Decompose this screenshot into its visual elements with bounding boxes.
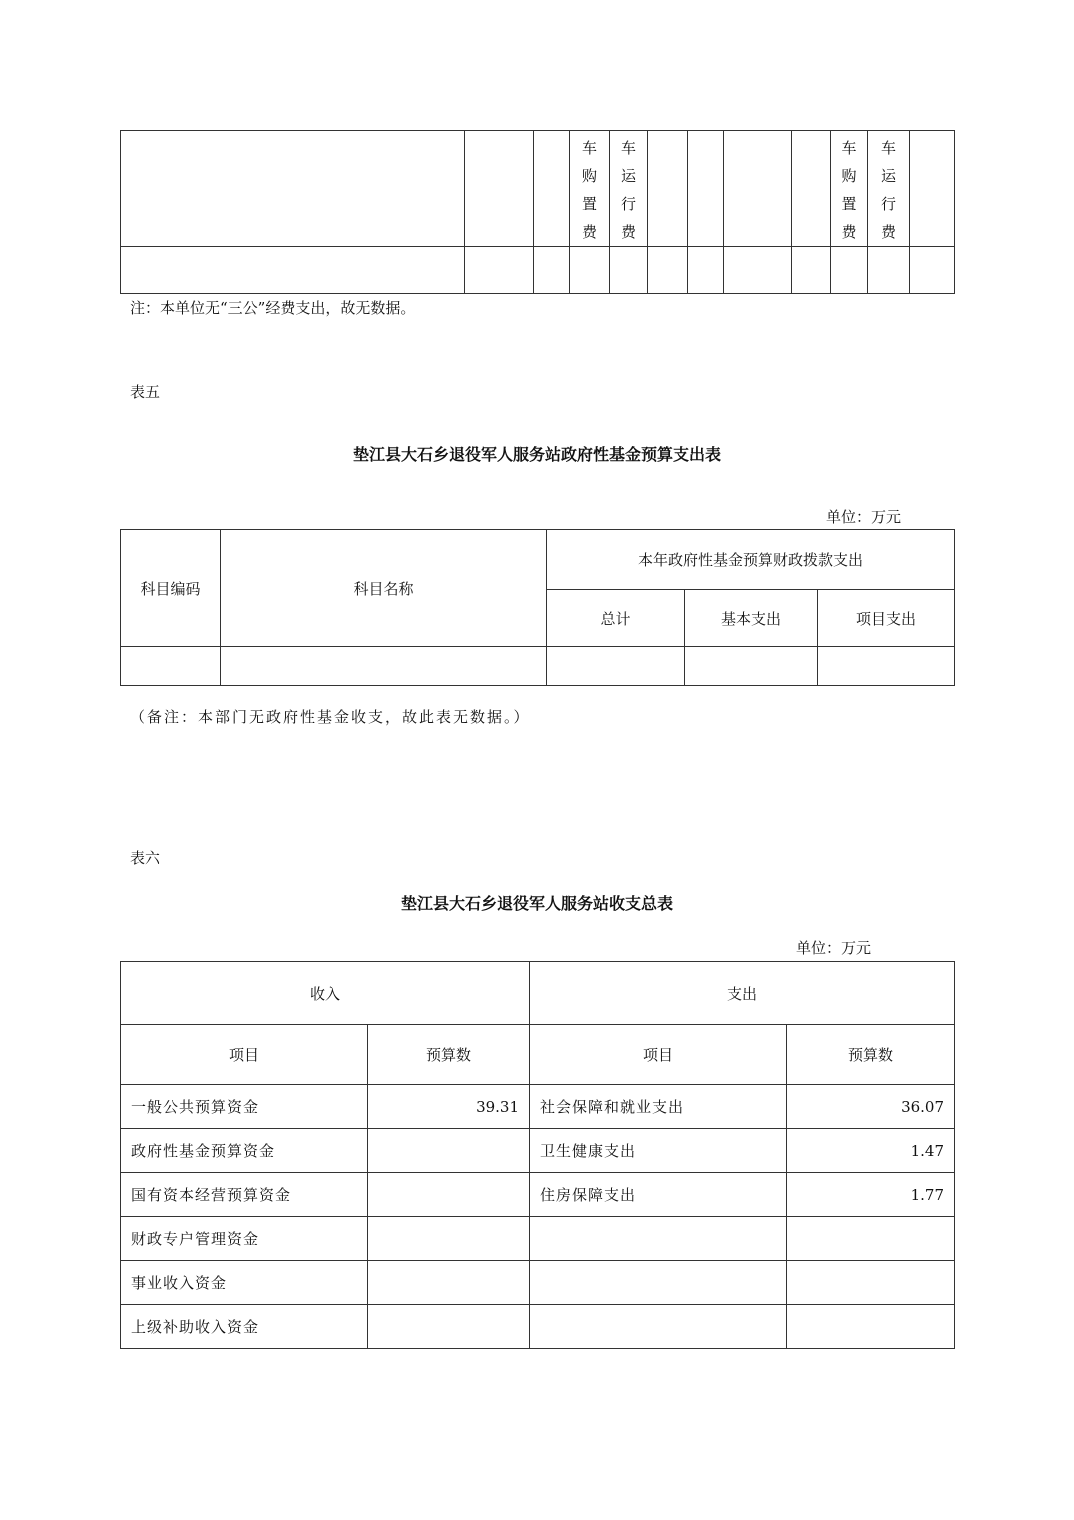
table-cell xyxy=(121,247,465,294)
table-cell xyxy=(868,247,910,294)
table-cell xyxy=(610,247,648,294)
vehicle-purchase-header: 车 购 置 费 xyxy=(570,131,610,247)
table-cell xyxy=(570,247,610,294)
income-item: 财政专户管理资金 xyxy=(121,1217,368,1261)
income-item: 一般公共预算资金 xyxy=(121,1085,368,1129)
expense-item xyxy=(530,1305,787,1349)
expense-header: 支出 xyxy=(530,962,955,1025)
expense-item: 社会保障和就业支出 xyxy=(530,1085,787,1129)
table-cell xyxy=(688,247,724,294)
subject-name-header: 科目名称 xyxy=(221,530,547,647)
income-value: 39.31 xyxy=(368,1085,530,1129)
income-item: 国有资本经营预算资金 xyxy=(121,1173,368,1217)
table-five-unit: 单位：万元 xyxy=(826,508,902,526)
table-five-label: 表五 xyxy=(130,383,161,401)
expense-budget-header: 预算数 xyxy=(787,1025,955,1085)
income-value xyxy=(368,1217,530,1261)
expense-value xyxy=(787,1305,955,1349)
income-item: 事业收入资金 xyxy=(121,1261,368,1305)
table-six-label: 表六 xyxy=(130,849,161,867)
table-cell xyxy=(792,131,831,247)
table-cell xyxy=(724,131,792,247)
table-cell xyxy=(685,647,818,686)
table-cell xyxy=(648,131,688,247)
income-item-header: 项目 xyxy=(121,1025,368,1085)
table-row xyxy=(121,1129,955,1173)
table-cell xyxy=(910,247,955,294)
table-row xyxy=(121,1305,955,1349)
table-six-unit: 单位：万元 xyxy=(796,939,872,957)
total-header: 总计 xyxy=(547,590,685,647)
table-cell xyxy=(221,647,547,686)
table-five-note: （备注：本部门无政府性基金收支，故此表无数据。） xyxy=(130,708,531,726)
project-expenditure-header: 项目支出 xyxy=(818,590,955,647)
expense-item-header: 项目 xyxy=(530,1025,787,1085)
table-cell xyxy=(724,247,792,294)
expense-value: 36.07 xyxy=(787,1085,955,1129)
table-row xyxy=(121,1261,955,1305)
expense-item: 卫生健康支出 xyxy=(530,1129,787,1173)
table-cell xyxy=(547,647,685,686)
table-six-title: 垫江县大石乡退役军人服务站收支总表 xyxy=(400,894,673,913)
expense-value xyxy=(787,1261,955,1305)
table-six xyxy=(120,961,955,1349)
table-cell xyxy=(534,131,570,247)
table-cell xyxy=(465,247,534,294)
income-budget-header: 预算数 xyxy=(368,1025,530,1085)
vehicle-operation-header: 车 运 行 费 xyxy=(610,131,648,247)
table-cell xyxy=(648,247,688,294)
table-five xyxy=(120,529,955,686)
subject-code-header: 科目编码 xyxy=(121,530,221,647)
expense-value: 1.77 xyxy=(787,1173,955,1217)
table-row xyxy=(121,1173,955,1217)
table-four-fragment xyxy=(120,130,955,294)
fund-expenditure-header: 本年政府性基金预算财政拨款支出 xyxy=(547,530,955,590)
vehicle-operation-header: 车 运 行 费 xyxy=(868,131,910,247)
income-item: 上级补助收入资金 xyxy=(121,1305,368,1349)
table-four-note: 注：本单位无“三公”经费支出，故无数据。 xyxy=(130,299,416,317)
expense-item: 住房保障支出 xyxy=(530,1173,787,1217)
income-item: 政府性基金预算资金 xyxy=(121,1129,368,1173)
table-row xyxy=(121,1217,955,1261)
table-row xyxy=(121,1085,955,1129)
table-cell xyxy=(121,647,221,686)
table-cell xyxy=(121,131,465,247)
table-cell xyxy=(818,647,955,686)
income-value xyxy=(368,1305,530,1349)
income-header: 收入 xyxy=(121,962,530,1025)
expense-value xyxy=(787,1217,955,1261)
income-value xyxy=(368,1261,530,1305)
table-cell xyxy=(792,247,831,294)
income-value xyxy=(368,1173,530,1217)
table-cell xyxy=(534,247,570,294)
vehicle-purchase-header: 车 购 置 费 xyxy=(831,131,868,247)
table-five-title: 垫江县大石乡退役军人服务站政府性基金预算支出表 xyxy=(352,445,721,464)
expense-item xyxy=(530,1217,787,1261)
income-value xyxy=(368,1129,530,1173)
table-cell xyxy=(465,131,534,247)
expense-item xyxy=(530,1261,787,1305)
table-cell xyxy=(910,131,955,247)
table-cell xyxy=(688,131,724,247)
basic-expenditure-header: 基本支出 xyxy=(685,590,818,647)
expense-value: 1.47 xyxy=(787,1129,955,1173)
table-cell xyxy=(831,247,868,294)
